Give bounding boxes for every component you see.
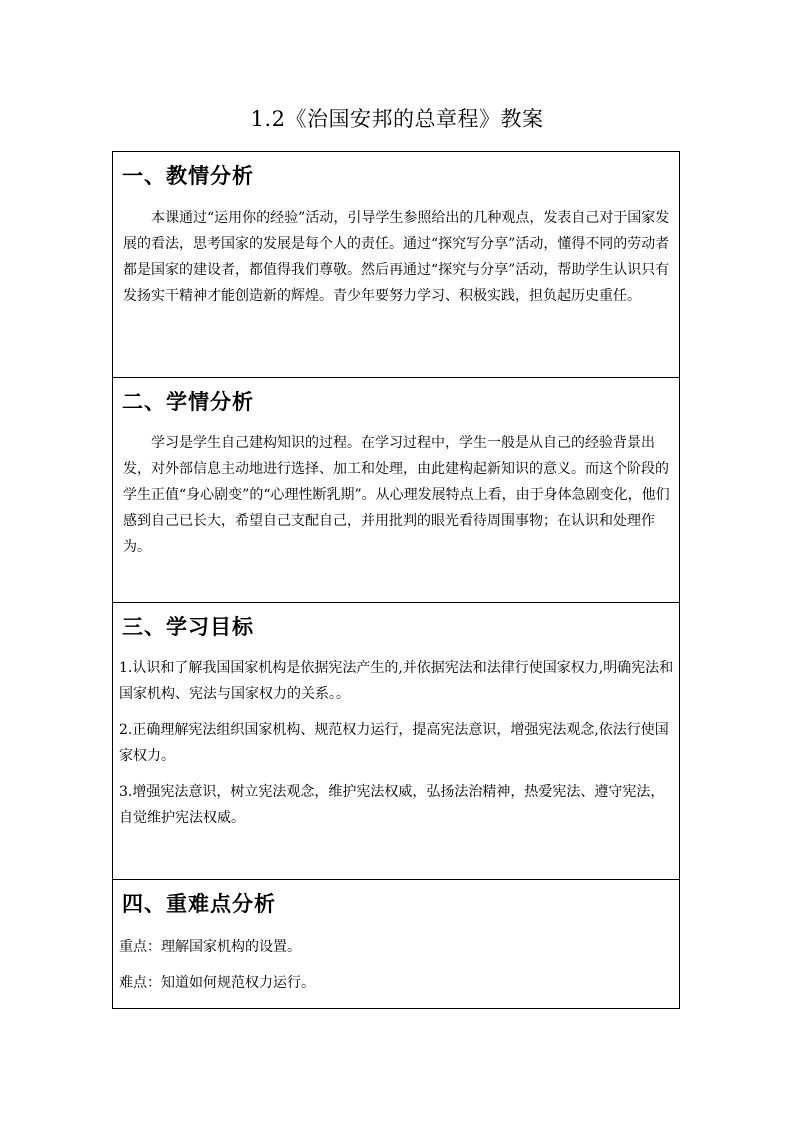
objective-item-2: 2.正确理解宪法组织国家机构、规范权力运行，提高宪法意识，增强宪法观念,依法行使国家权力。 xyxy=(119,722,669,764)
difficult-point-item: 难点：知道如何规范权力运行。 xyxy=(119,975,315,991)
section-key-difficult-points xyxy=(113,880,679,1008)
objective-item-3: 3.增强宪法意识，树立宪法观念，维护宪法权威，弘扬法治精神，热爱宪法、遵守宪法，自觉维护宪法权威。 xyxy=(119,784,665,826)
section-student-analysis xyxy=(113,378,679,603)
section-paragraph: 本课通过“运用你的经验”活动，引导学生参照给出的几种观点，发表自己对于国家发展的看法，思考国家的发展是每个人的责任。通过“探究写分享”活动，懂得不同的劳动者都是国家的建设者，都值得我们尊敬。然后再通过“探究与分享”活动，帮助学生认识只有发扬实干精神才能创造新的辉煌。青少年要努力学习、积极实践，担负起历史重任。 xyxy=(123,210,670,304)
section-heading: 二、学情分析 xyxy=(122,389,254,414)
section-heading: 一、教情分析 xyxy=(122,163,254,188)
section-paragraph: 学习是学生自己建构知识的过程。在学习过程中，学生一般是从自己的经验背景出发，对外部信息主动地进行选择、加工和处理，由此建构起新知识的意义。而这个阶段的学生正值“身心剧变”的“心理性断乳期”。从心理发展特点上看，由于身体急剧变化，他们感到自己已长大，希望自己支配自己，并用批判的眼光看待周围事物；在认识和处理作为。 xyxy=(123,435,670,555)
key-point-item: 重点：理解国家机构的设置。 xyxy=(119,939,301,955)
section-teaching-analysis xyxy=(113,152,679,378)
lesson-plan-table xyxy=(112,151,680,1009)
objective-item-1: 1.认识和了解我国国家机构是依据宪法产生的,并依据宪法和法律行使国家权力,明确宪法和国家机构、宪法与国家权力的关系。。 xyxy=(119,660,674,702)
page-title: 1.2《治国安邦的总章程》教案 xyxy=(250,107,544,131)
section-heading: 四、重难点分析 xyxy=(122,891,276,916)
section-learning-objectives xyxy=(113,603,679,880)
section-heading: 三、学习目标 xyxy=(122,614,254,639)
